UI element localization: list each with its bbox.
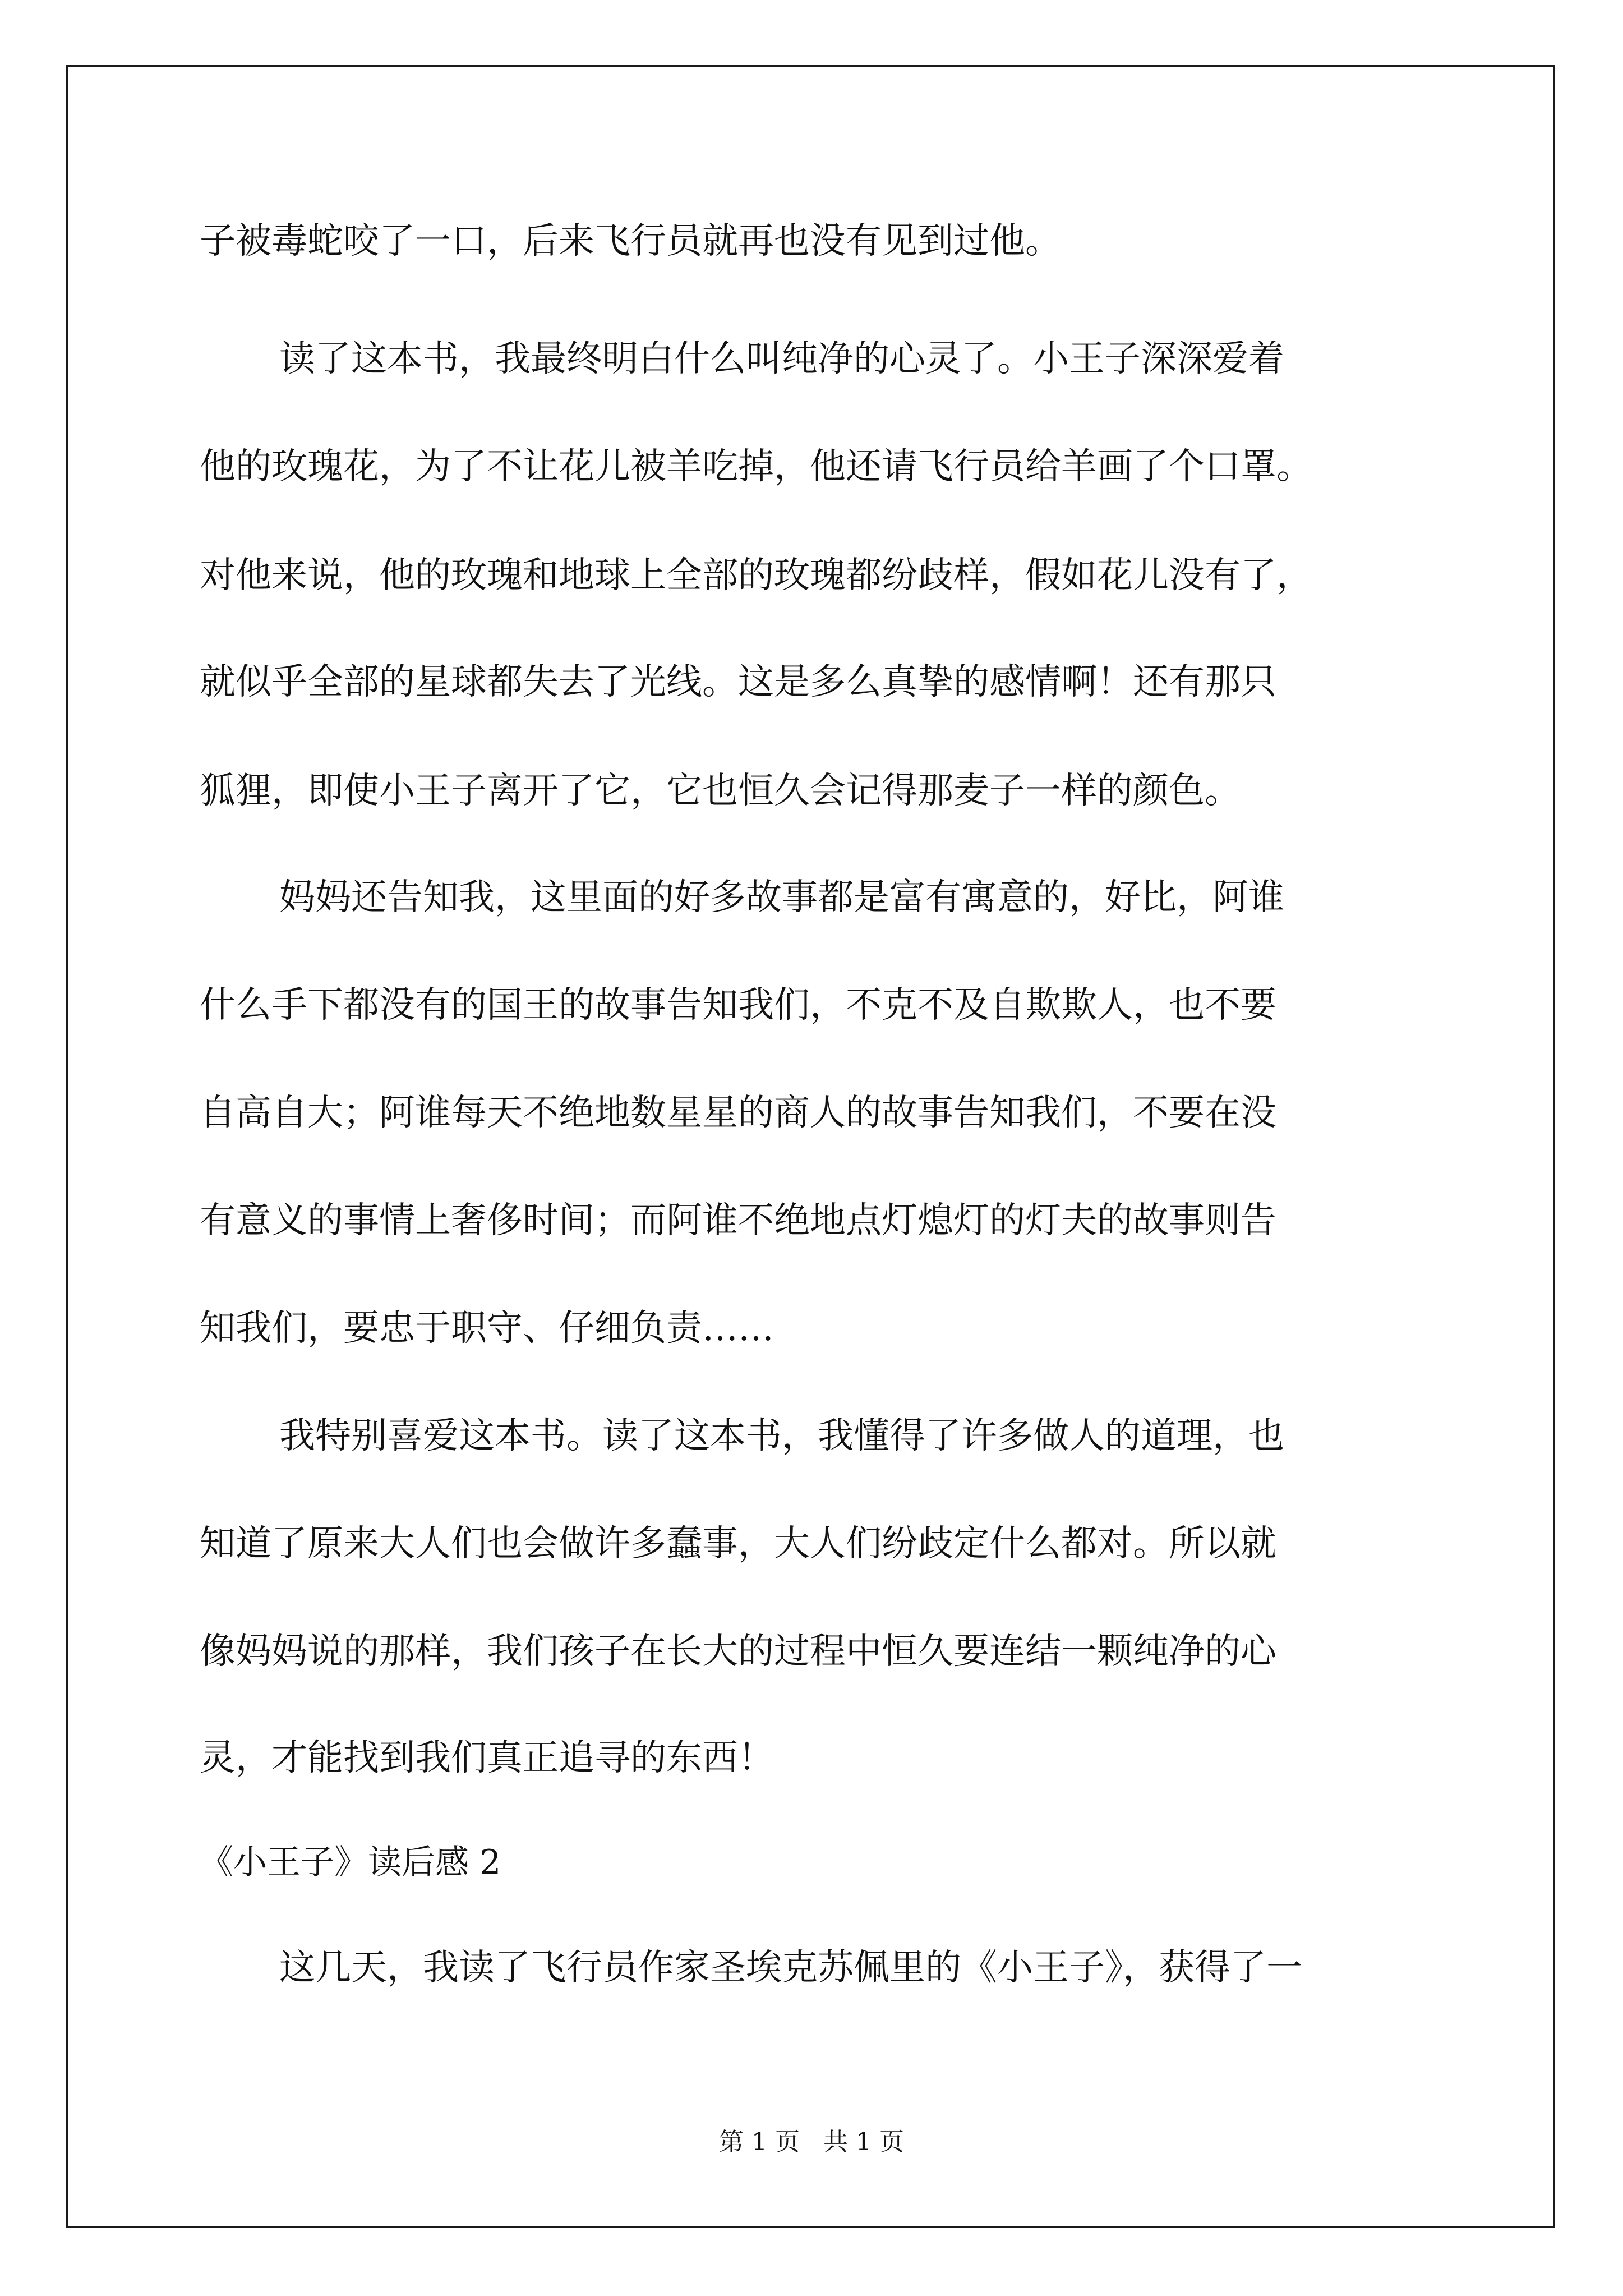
paragraph-line: 知我们，要忠于职守、仔细负责…… bbox=[200, 1308, 774, 1349]
paragraph-line: 就似乎全部的星球都失去了光线。这是多么真挚的感情啊！还有那只 bbox=[200, 661, 1276, 703]
page-border bbox=[66, 65, 1555, 2228]
paragraph-line: 自高自大；阿谁每天不绝地数星星的商人的故事告知我们，不要在没 bbox=[200, 1092, 1276, 1134]
paragraph-line: 灵，才能找到我们真正追寻的东西！ bbox=[200, 1737, 774, 1779]
section-heading: 《小王子》读后感 2 bbox=[200, 1843, 501, 1882]
paragraph-line: 知道了原来大人们也会做许多蠢事，大人们纷歧定什么都对。所以就 bbox=[200, 1523, 1276, 1565]
paragraph-line: 我特别喜爱这本书。读了这本书，我懂得了许多做人的道理，也 bbox=[279, 1415, 1284, 1457]
paragraph-line: 妈妈还告知我，这里面的好多故事都是富有寓意的，好比，阿谁 bbox=[279, 877, 1284, 918]
paragraph-line: 像妈妈说的那样，我们孩子在长大的过程中恒久要连结一颗纯净的心 bbox=[200, 1631, 1276, 1672]
paragraph-line: 这几天，我读了飞行员作家圣埃克苏佩里的《小王子》，获得了一 bbox=[279, 1947, 1302, 1989]
paragraph-line: 什么手下都没有的国王的故事告知我们，不克不及自欺欺人，也不要 bbox=[200, 984, 1276, 1026]
paragraph-line: 读了这本书，我最终明白什么叫纯净的心灵了。小王子深深爱着 bbox=[279, 338, 1284, 380]
paragraph-line: 有意义的事情上奢侈时间；而阿谁不绝地点灯熄灯的灯夫的故事则告 bbox=[200, 1200, 1276, 1241]
paragraph-line: 对他来说，他的玫瑰和地球上全部的玫瑰都纷歧样，假如花儿没有了， bbox=[200, 555, 1312, 596]
paragraph-line: 他的玫瑰花，为了不让花儿被羊吃掉，他还请飞行员给羊画了个口罩。 bbox=[200, 446, 1312, 487]
paragraph-line: 子被毒蛇咬了一口，后来飞行员就再也没有见到过他。 bbox=[200, 220, 1061, 262]
page-footer: 第 1 页 共 1 页 bbox=[719, 2128, 904, 2156]
paragraph-line: 狐狸，即使小王子离开了它，它也恒久会记得那麦子一样的颜色。 bbox=[200, 770, 1241, 812]
